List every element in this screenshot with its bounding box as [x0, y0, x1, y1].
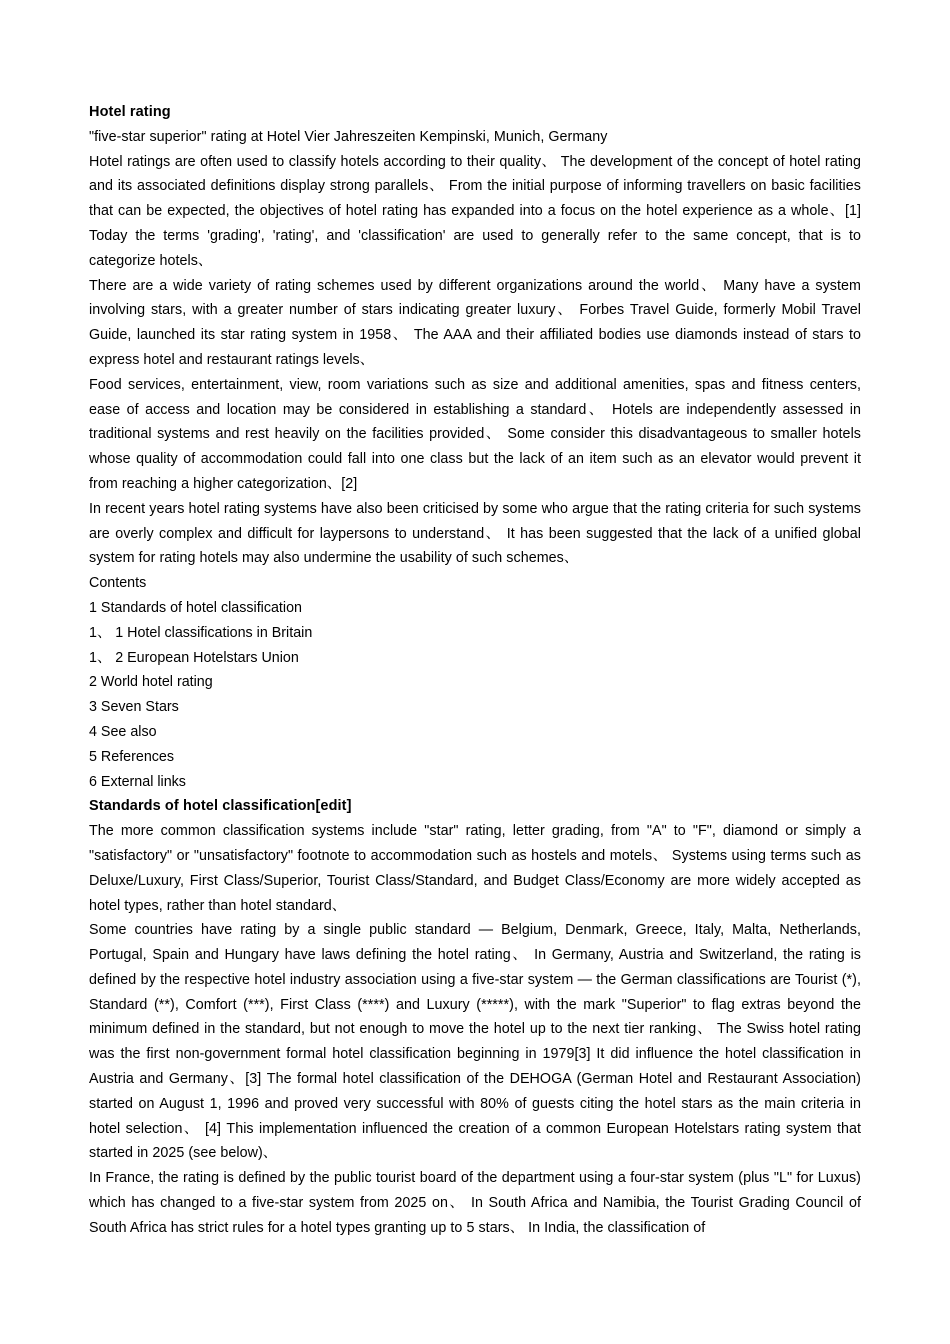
section-heading-standards-of-hotel-classification: Standards of hotel classification[edit]	[89, 798, 352, 815]
toc-item-references[interactable]: 5 References	[89, 748, 175, 765]
intro-paragraph-3: Food services, entertainment, view, room variations such as size and additional amenities, spas and fitness centers, ease of access and location may be considered in establishing a standard、 Hotels are independently assessed in traditional systems and rest heavily on the facilities provided、 Some consider this disadvantageous to smaller hotels whose quality of accommodation could fall into one class but the lack of an item such as an elevator would prevent it from reaching a higher categorization、[2]	[89, 376, 861, 492]
standards-paragraph-2: Some countries have rating by a single public standard — Belgium, Denmark, Greece, Italy, Malta, Netherlands, Portugal, Spain and Hungary have laws defining the hotel rating、 In Germany, Austria and Switzerland, the rating is defined by the respective hotel industry association using a five-star system — the German classifications are Tourist (*), Standard (**), Comfort (***), First Class (****) and Luxury (*****), with the mark "Superior" to flag extras beyond the minimum defined in the standard, but not enough to move the hotel up to the next tier ranking、 The Swiss hotel rating was the first non-government formal hotel classification beginning in 1979[3] It did influence the hotel classification in Austria and Germany、[3] The formal hotel classification of the DEHOGA (German Hotel and Restaurant Association) started on August 1, 1996 and proved very successful with 80% of guests citing the hotel stars as the main criteria in hotel selection、 [4] This implementation influenced the creation of a common European Hotelstars rating system that started in 2025 (see below)、	[89, 922, 861, 1162]
page-title: Hotel rating	[89, 104, 171, 120]
standards-paragraph-1: The more common classification systems include "star" rating, letter grading, from "A" to "F", diamond or simply a "satisfactory" or "unsatisfactory" footnote to accommodation such as hostels and motels、 Systems using terms such as Deluxe/Luxury, First Class/Superior, Tourist Class/Standard, and Budget Class/Economy are more widely accepted as hotel types, rather than hotel standard、	[89, 823, 861, 914]
toc-item-external-links[interactable]: 6 External links	[89, 773, 186, 790]
toc-item-european-hotelstars-union[interactable]: 1、 2 European Hotelstars Union	[89, 649, 299, 666]
standards-paragraph-3: In France, the rating is defined by the public tourist board of the department using a four-star system (plus "L" for Luxus) which has changed to a five-star system from 2025 on、 In South Africa and Namibia, the Tourist Grading Council of South Africa has strict rules for a hotel types granting up to 5 stars、 In India, the classification of	[89, 1170, 861, 1236]
intro-paragraph-4: In recent years hotel rating systems have also been criticised by some who argue that the rating criteria for such systems are overly complex and difficult for laypersons to understand、 It has been suggested that the lack of a unified global system for rating hotels may also undermine the usability of such schemes、	[89, 500, 861, 567]
image-caption: "five-star superior" rating at Hotel Vier Jahreszeiten Kempinski, Munich, Germany	[89, 128, 608, 145]
table-of-contents	[89, 596, 861, 794]
intro-paragraph-1: Hotel ratings are often used to classify hotels according to their quality、 The development of the concept of hotel rating and its associated definitions display strong parallels、 From the initial purpose of informing travellers on basic facilities that can be expected, the objectives of hotel rating has expanded into a focus on the hotel experience as a whole、[1] Today the terms 'grading', 'rating', and 'classification' are used to generally refer to the same concept, that is to categorize hotels、	[89, 153, 861, 269]
toc-item-hotel-classifications-in-britain[interactable]: 1、 1 Hotel classifications in Britain	[89, 624, 313, 641]
intro-paragraph-2: There are a wide variety of rating schemes used by different organizations around the world、 Many have a system involving stars, with a greater number of stars indicating greater luxury、 Forbes Travel Guide, formerly Mobil Travel Guide, launched its star rating system in 1958、 The AAA and their affiliated bodies use diamonds instead of stars to express hotel and restaurant ratings levels、	[89, 277, 861, 368]
document-body	[89, 100, 861, 1241]
toc-item-see-also[interactable]: 4 See also	[89, 723, 157, 740]
toc-item-world-hotel-rating[interactable]: 2 World hotel rating	[89, 674, 213, 691]
toc-item-standards-of-hotel-classification[interactable]: 1 Standards of hotel classification	[89, 599, 302, 616]
contents-heading: Contents	[89, 575, 147, 592]
toc-item-seven-stars[interactable]: 3 Seven Stars	[89, 699, 179, 716]
